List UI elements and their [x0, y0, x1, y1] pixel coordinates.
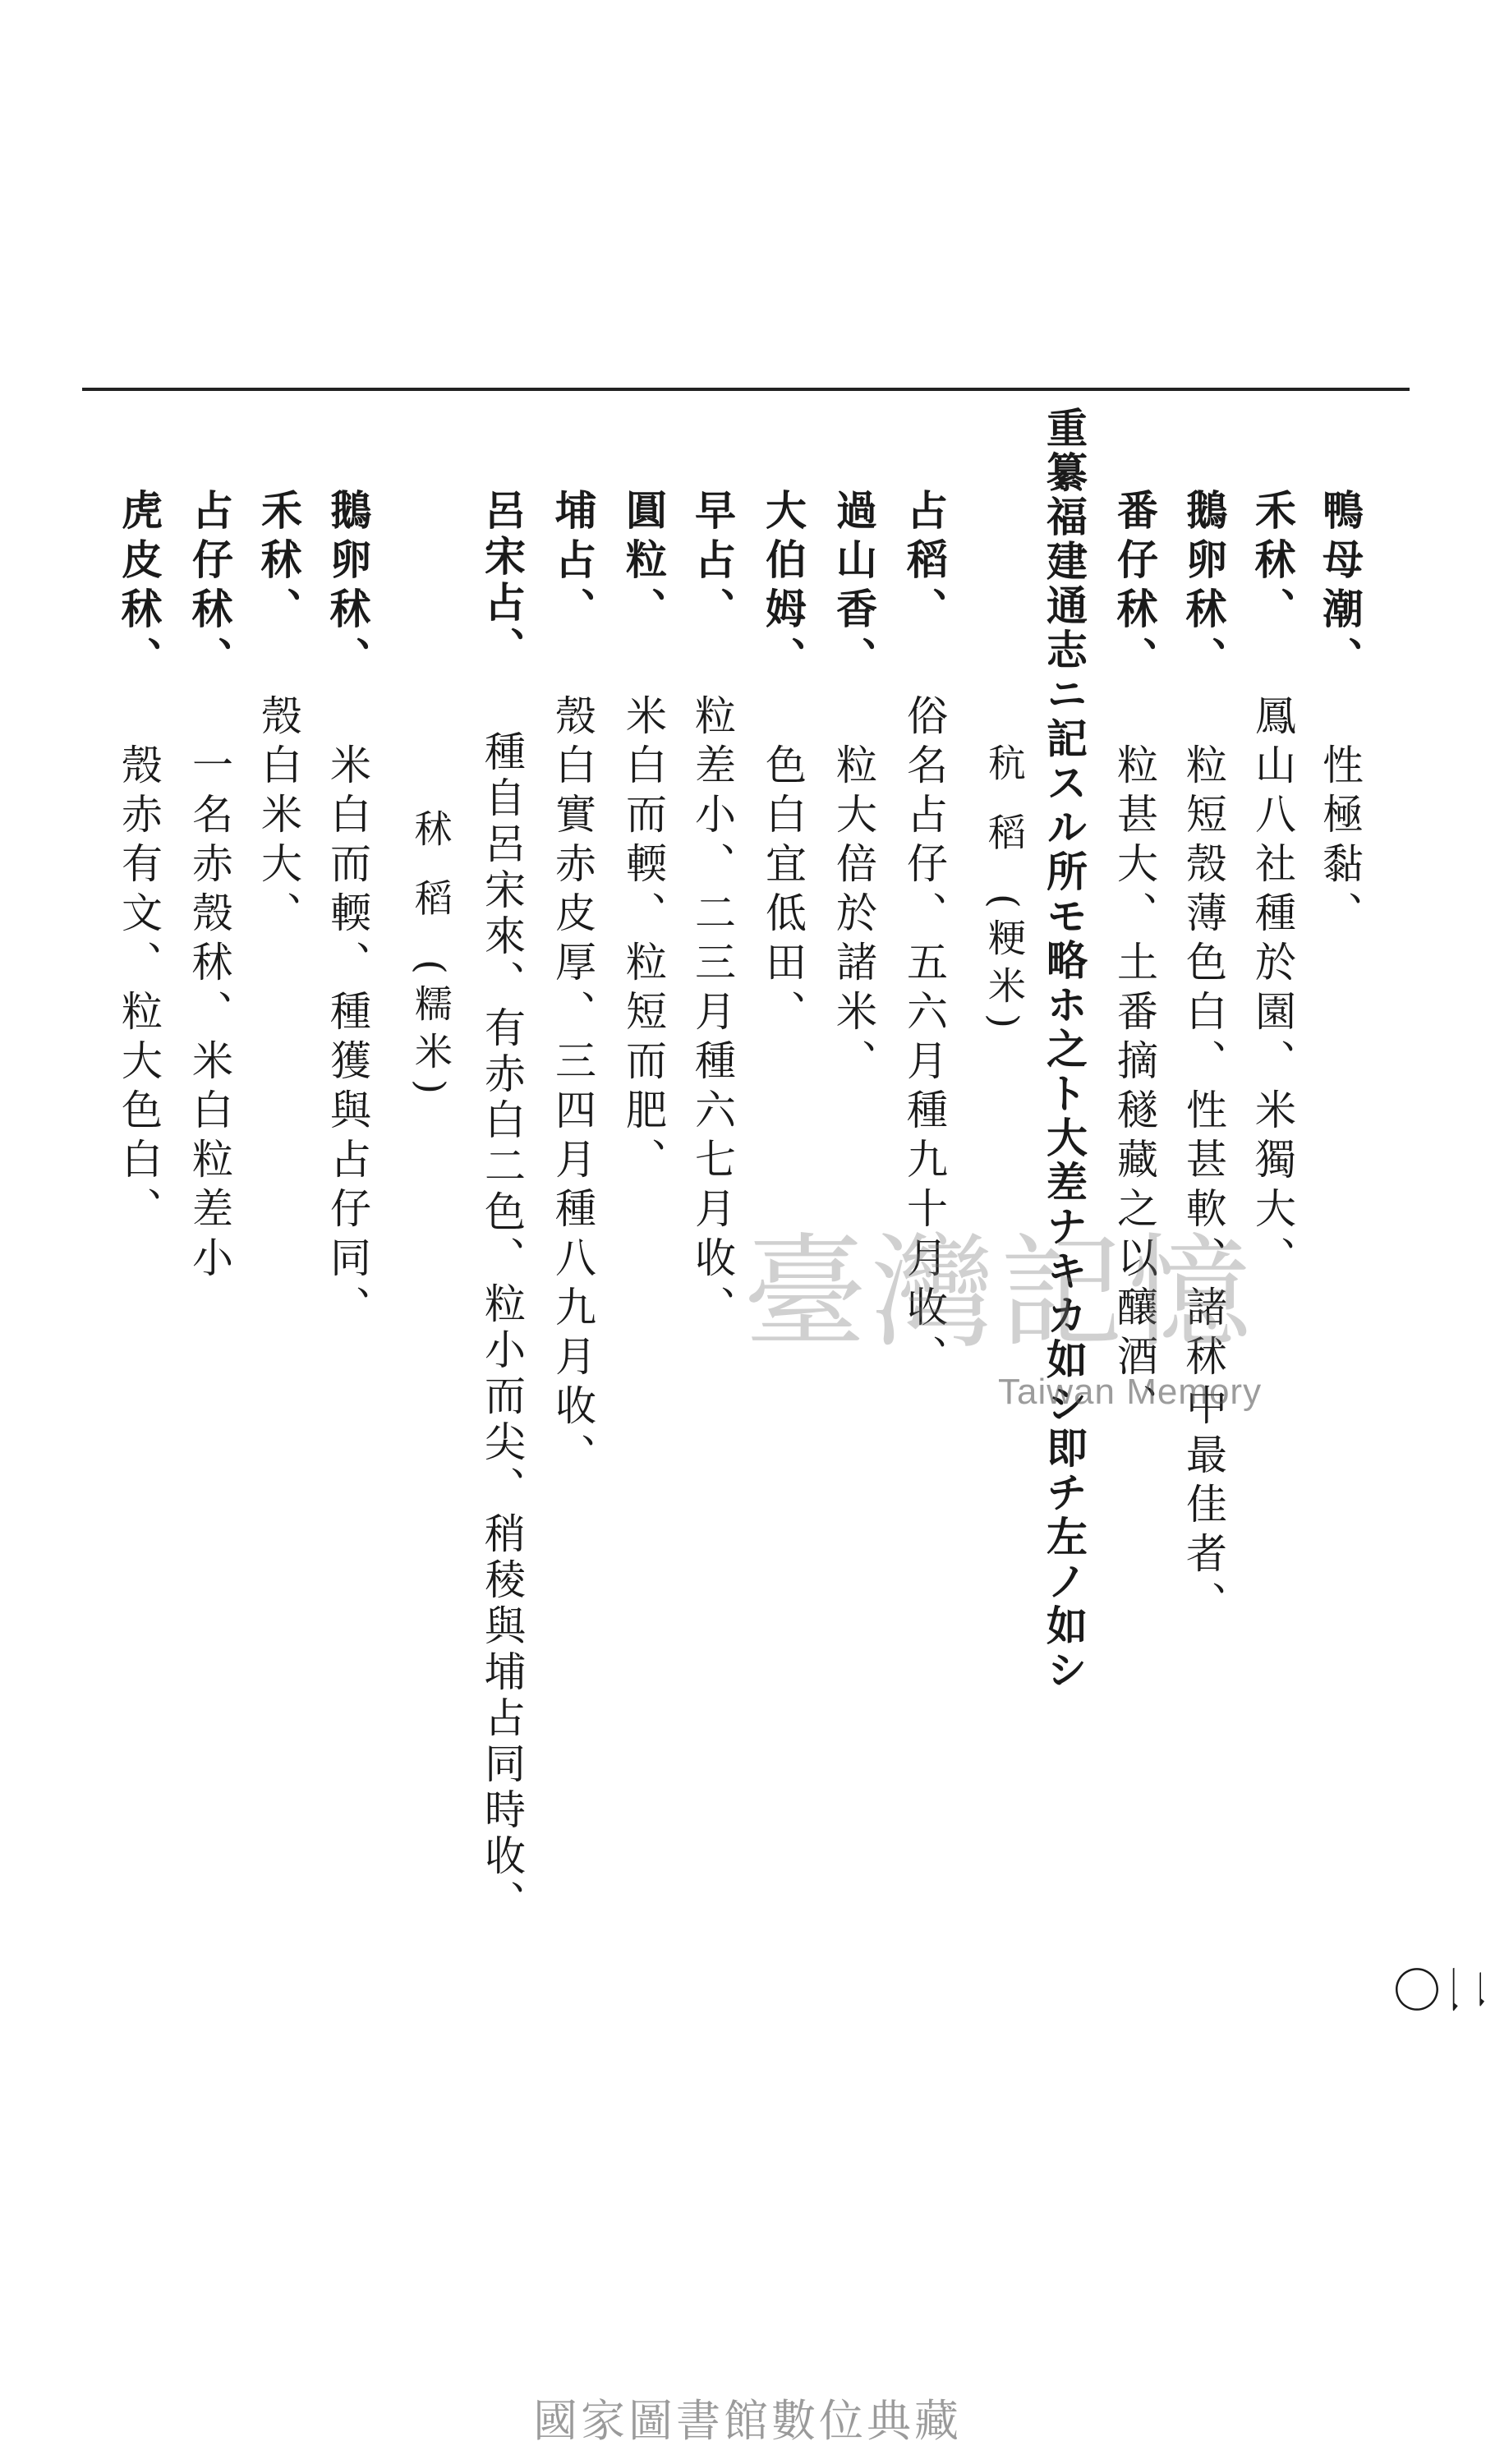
- entry-desc: 俗名占仔、五六月種九十月收、: [900, 694, 948, 1384]
- entry-term: 占稻、: [900, 489, 949, 637]
- entry-desc: 殼白米大、: [255, 694, 302, 940]
- entry-term: 圓粒、: [619, 489, 668, 637]
- entry-column: [830, 489, 878, 1088]
- footer-credit: 國家圖書館數位典藏: [533, 2395, 962, 2447]
- entry-term: 占仔秫、: [186, 489, 234, 686]
- entry-column: [478, 489, 527, 1926]
- entry-desc: 一名赤殼秫、米白粒差小: [186, 743, 233, 1285]
- section-heading: [404, 809, 458, 1104]
- entry-desc: 米白而輭、種獲與占仔同、: [324, 743, 371, 1335]
- source-note: 重纂福建通志ニ記スル所モ略ホ之ト大差ナキカ如シ即チ左ノ如シ: [1040, 407, 1088, 1693]
- entry-desc: 粒大倍於諸米、: [830, 743, 877, 1088]
- entry-term: 鴨母潮、: [1316, 489, 1364, 686]
- entry-column: [324, 489, 372, 1335]
- entry-column: [549, 489, 597, 1483]
- watermark: [743, 1222, 1277, 1446]
- entry-term: 呂宋占、: [478, 489, 527, 673]
- entry-column: [688, 489, 737, 1335]
- entry-column: [186, 489, 234, 1285]
- entry-term: 鵝卵秫、: [1180, 489, 1228, 686]
- entry-desc: 殼赤有文、粒大色白、: [115, 743, 163, 1236]
- entry-desc: 色白宜低田、: [759, 743, 807, 1039]
- entry-term: 禾秫、: [1249, 489, 1297, 637]
- entry-term: 早占、: [688, 489, 737, 637]
- entry-term: 大伯姆、: [759, 489, 807, 686]
- entry-term: 鵝卵秫、: [324, 489, 372, 686]
- entry-desc: 粒甚大、土番摘穟藏之以釀酒、: [1111, 743, 1158, 1433]
- source-note-column: [1040, 407, 1088, 1693]
- entry-column: [619, 489, 668, 1187]
- entry-column: [115, 489, 163, 1236]
- entry-column: [1180, 489, 1228, 1630]
- watermark-cn: 臺灣記憶: [743, 1222, 1257, 1365]
- section-heading-title: 秫 稻: [409, 809, 453, 926]
- entry-desc: 種自呂宋來、有赤白二色、粒小而尖、稍稜與埔占同時收、: [478, 730, 526, 1926]
- entry-column: [759, 489, 807, 1039]
- entry-desc: 米白而輭、粒短而肥、: [619, 694, 667, 1187]
- page-number: 二〇: [1390, 1957, 1492, 2013]
- entry-column: [1316, 489, 1364, 940]
- entry-term: 虎皮秫、: [115, 489, 163, 686]
- entry-term: 埔占、: [549, 489, 597, 637]
- entry-desc: 粒差小、二三月種六七月收、: [688, 694, 736, 1335]
- entry-column: [255, 489, 303, 940]
- section-heading-title: 秔 稻: [982, 743, 1027, 861]
- entry-term: 禾秫、: [255, 489, 303, 637]
- entry-desc: 粒短殼薄色白、性甚軟、諸秫中最佳者、: [1180, 743, 1227, 1630]
- watermark-en: Taiwan Memory: [998, 1372, 1263, 1412]
- entry-desc: 鳳山八社種於園、米獨大、: [1249, 694, 1296, 1285]
- section-heading: [978, 743, 1032, 1038]
- entry-term: 番仔秫、: [1111, 489, 1159, 686]
- entry-column: [1249, 489, 1297, 1285]
- header-rule: [82, 388, 1410, 391]
- entry-desc: 殼白實赤皮厚、三四月種八九月收、: [549, 694, 596, 1483]
- section-heading-paren: (糯米): [409, 958, 453, 1104]
- entry-desc: 性極黏、: [1316, 743, 1364, 940]
- section-heading-paren: (粳米): [982, 893, 1027, 1038]
- entry-term: 過山香、: [830, 489, 878, 686]
